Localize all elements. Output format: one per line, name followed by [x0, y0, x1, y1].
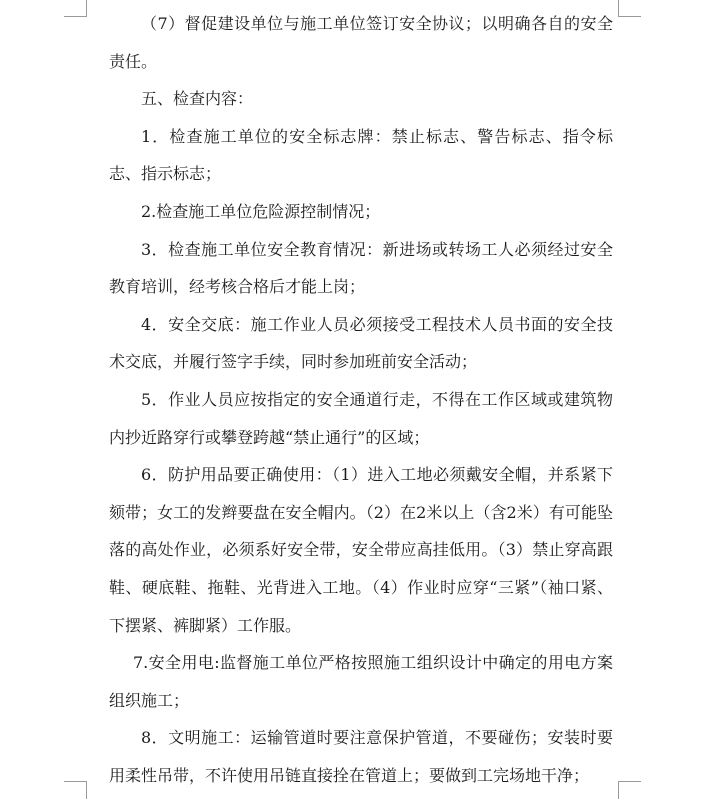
paragraph-check-1: 1．检查施工单位的安全标志牌：禁止标志、警告标志、指令标志、指示标志；	[109, 126, 613, 184]
crop-mark-bottom-right	[618, 781, 641, 799]
paragraph-check-3: 3．检查施工单位安全教育情况：新进场或转场工人必须经过安全教育培训，经考核合格后才能上岗；	[109, 239, 613, 297]
paragraph-check-5: 5．作业人员应按指定的安全通道行走，不得在工作区域或建筑物内抄近路穿行或攀登跨越“禁止通行”的区域；	[109, 389, 613, 447]
crop-mark-bottom-left	[64, 781, 87, 799]
paragraph-check-2: 2.检查施工单位危险源控制情况；	[141, 201, 381, 221]
paragraph-item-7: （7）督促建设单位与施工单位签订安全协议；以明确各自的安全责任。	[109, 14, 613, 71]
crop-mark-top-left	[64, 0, 87, 17]
paragraph-check-7: 7.安全用电:监督施工单位严格按照施工组织设计中确定的用电方案组织施工；	[109, 653, 613, 710]
document-body	[109, 5, 613, 794]
section-heading-inspection: 五、检查内容：	[141, 89, 254, 109]
paragraph-check-8: 8．文明施工：运输管道时要注意保护管道，不要碰伤；安装时要用柔性吊带，不许使用吊链直接拴在管道上；要做到工完场地干净；	[109, 728, 613, 785]
paragraph-check-4: 4．安全交底：施工作业人员必须接受工程技术人员书面的安全技术交底，并履行签字手续，同时参加班前安全活动；	[109, 314, 613, 372]
paragraph-check-6: 6．防护用品要正确使用：（1）进入工地必须戴安全帽，并系紧下颏带；女工的发辫要盘在安全帽内。（2）在2米以上（含2米）有可能坠落的高处作业，必须系好安全带，安全带应高挂低用。（3）禁止穿高跟鞋、硬底鞋、拖鞋、光背进入工地。（4）作业时应穿“三紧”（袖口紧、下摆紧、裤脚紧）工作服。	[109, 465, 613, 635]
crop-mark-top-right	[618, 0, 641, 17]
